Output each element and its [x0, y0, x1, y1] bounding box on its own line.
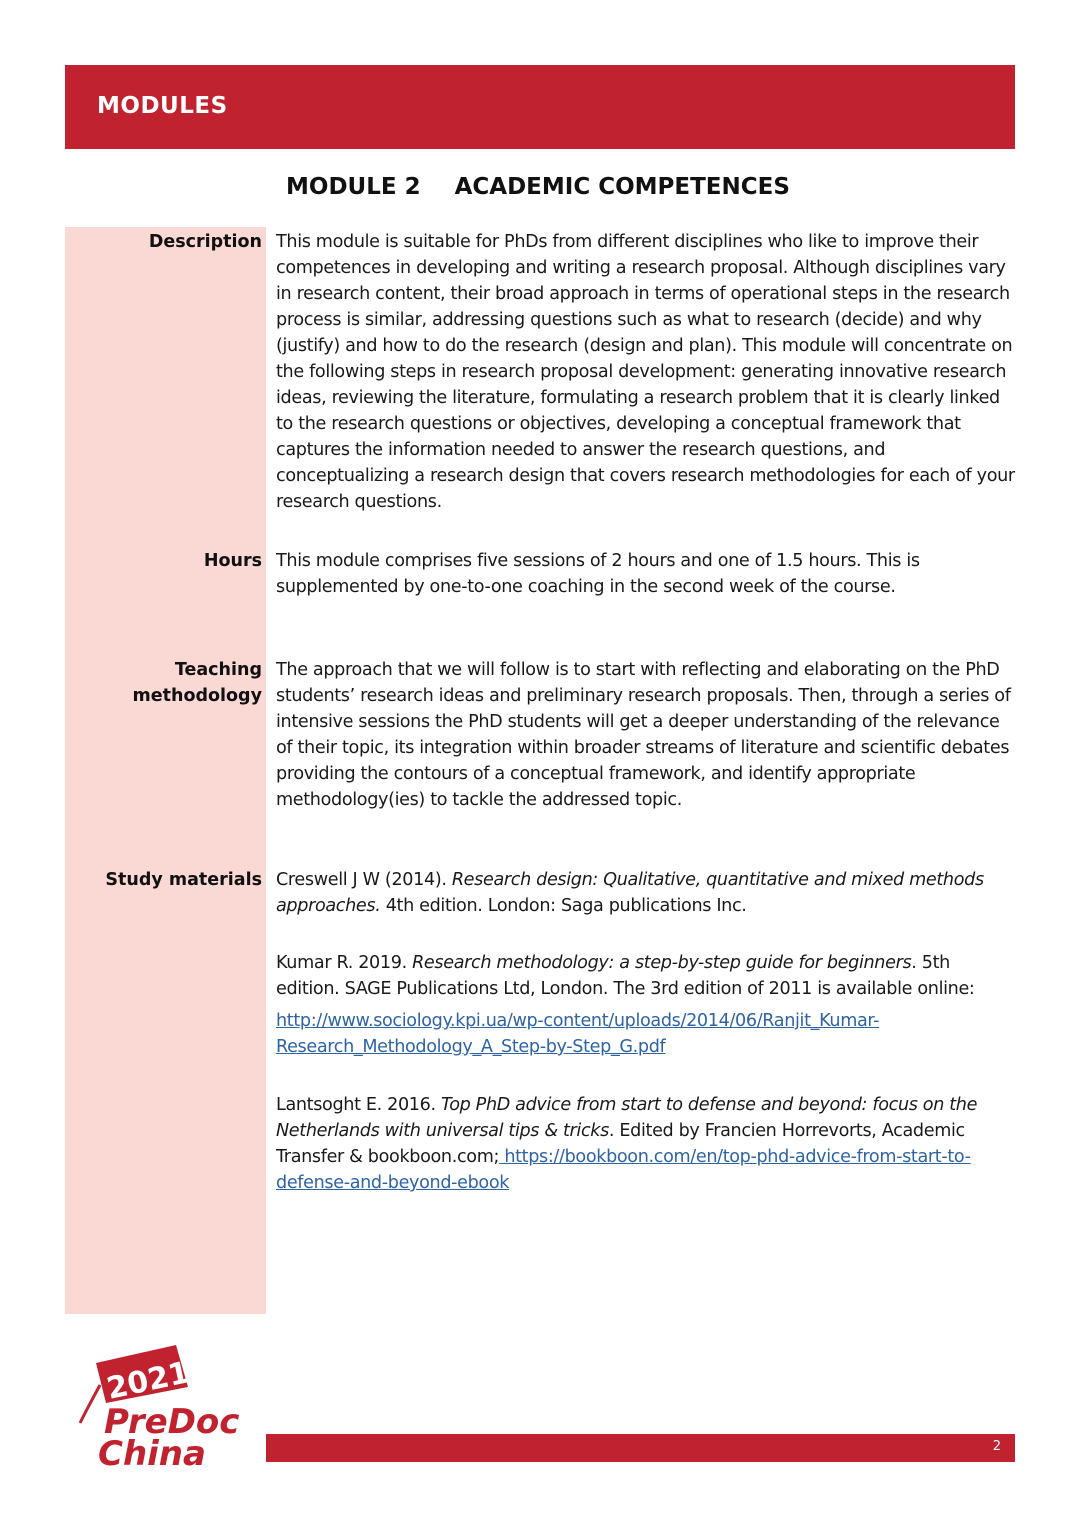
- teaching-label-line2: methodology: [132, 686, 262, 706]
- reference-title: Research design: Qualitative, quantitative and mixed methods approaches.: [276, 870, 984, 916]
- kumar-pdf-link[interactable]: http://www.sociology.kpi.ua/wp-content/uploads/2014/06/Ranjit_Kumar-Research_Methodology_A_Step-by-Step_G.pdf: [276, 1011, 880, 1057]
- logo-year: 2021: [103, 1355, 193, 1407]
- teaching-methodology-text: The approach that we will follow is to start with reflecting and elaborating on the PhD students’ research ideas and preliminary research proposals. Then, through a series of intensive sessions the PhD students will get a deeper understanding of the relevance of their topic, its integration within broader streams of literature and scientific debates providing the contours of a conceptual framework, and identify appropriate methodology(ies) to tackle the addressed topic.: [276, 660, 1011, 810]
- reference-suffix: . Edited by Francien Horrevorts, Academic Transfer & bookboon.com;: [276, 1121, 965, 1167]
- hours-label: Hours: [203, 551, 262, 571]
- reference-lantsoght: [276, 1092, 1016, 1196]
- teaching-label-line1: Teaching: [174, 660, 262, 680]
- bookboon-link[interactable]: https://bookboon.com/en/top-phd-advice-from-start-to-defense-and-beyond-ebook: [276, 1147, 971, 1193]
- logo-predoc: PreDoc: [104, 1402, 240, 1442]
- page-number: 2: [992, 1439, 1001, 1454]
- description-text: This module is suitable for PhDs from different disciplines who like to improve their competences in developing and writing a research proposal. Although disciplines vary in research content, their broad approach in terms of operational steps in the research process is similar, addressing questions such as what to research (decide) and why (justify) and how to do the research (design and plan). This module will concentrate on the following steps in research proposal development: generating innovative research ideas, reviewing the literature, formulating a research problem that it is clearly linked to the research questions or objectives, developing a conceptual framework that captures the information needed to answer the research questions, and conceptualizing a research design that covers research methodologies for each of your research questions.: [276, 232, 1015, 512]
- hours-text: This module comprises five sessions of 2 hours and one of 1.5 hours. This is supplemented by one-to-one coaching in the second week of the course.: [276, 551, 920, 597]
- teaching-methodology-label: [66, 657, 262, 709]
- reference-prefix: Kumar R. 2019.: [276, 953, 413, 973]
- study-materials-label: Study materials: [105, 870, 262, 890]
- module-name: ACADEMIC COMPETENCES: [454, 174, 790, 200]
- logo-china: China: [98, 1434, 206, 1470]
- section-header-bar: [65, 65, 1015, 149]
- predoc-china-logo: [76, 1345, 246, 1470]
- module-title: [286, 174, 790, 200]
- label-column-background: [65, 227, 266, 1314]
- reference-prefix: Creswell J W (2014).: [276, 870, 452, 890]
- reference-prefix: Lantsoght E. 2016.: [276, 1095, 441, 1115]
- reference-suffix: 4th edition. London: Saga publications Inc.: [380, 896, 747, 916]
- section-header-title: MODULES: [97, 93, 228, 119]
- module-number: MODULE 2: [286, 174, 421, 200]
- reference-creswell: [276, 867, 1016, 919]
- description-label: Description: [148, 232, 262, 252]
- reference-title: Research methodology: a step-by-step guide for beginners: [412, 953, 912, 973]
- reference-title: Top PhD advice from start to defense and beyond: focus on the Netherlands with universal tips & tricks: [276, 1095, 978, 1141]
- reference-kumar: [276, 950, 1016, 1060]
- footer-bar: [266, 1434, 1015, 1462]
- reference-suffix: . 5th edition. SAGE Publications Ltd, London. The 3rd edition of 2011 is available online:: [276, 953, 975, 999]
- logo-tassel: [80, 1385, 100, 1423]
